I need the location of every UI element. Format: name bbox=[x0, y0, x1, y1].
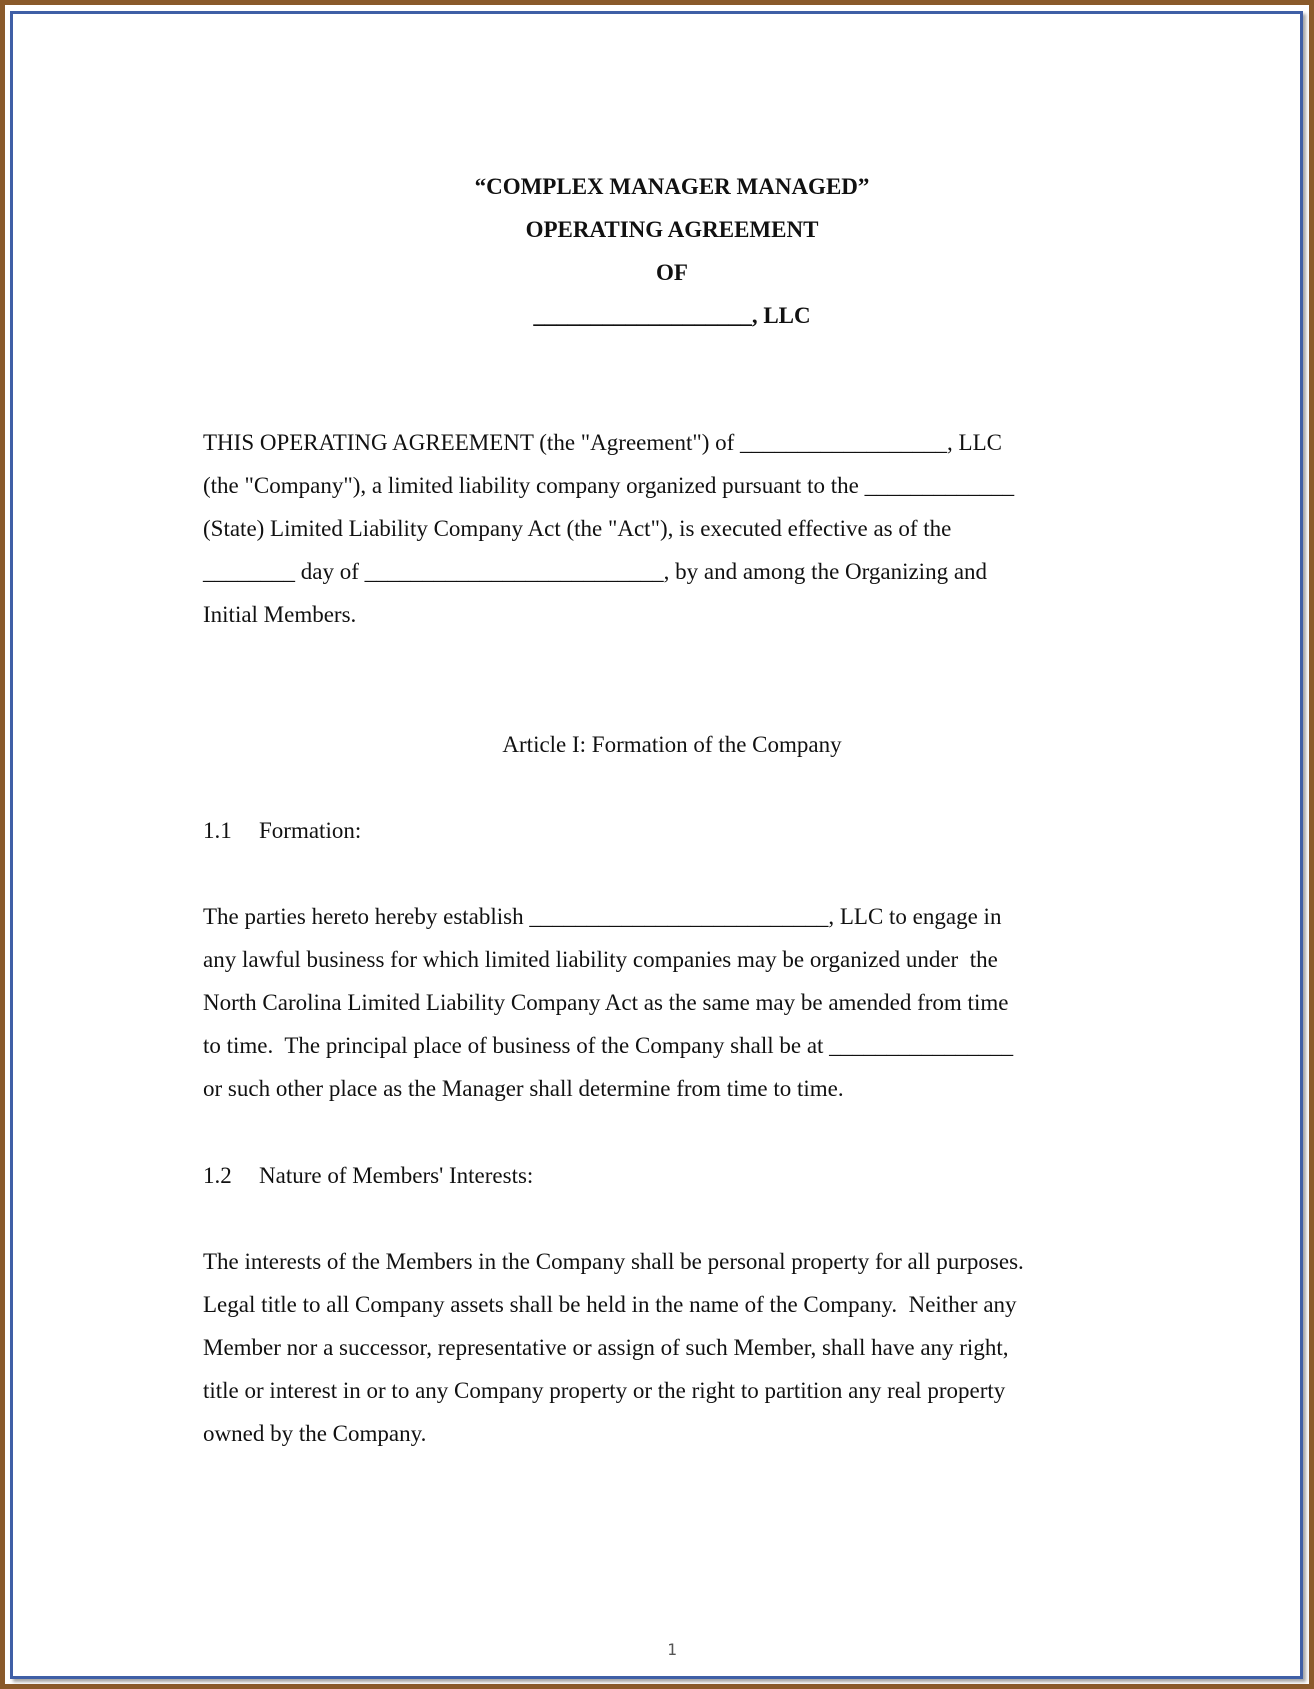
paragraph-line: to time. The principal place of business of the Company shall be at ________________ bbox=[203, 1033, 1014, 1058]
page-number: 1 bbox=[667, 1640, 677, 1659]
intro-line: (the "Company"), a limited liability company organized pursuant to the _____________ bbox=[203, 473, 1015, 498]
paragraph-line: title or interest in or to any Company property or the right to partition any real property bbox=[203, 1378, 1006, 1403]
paragraph-line: owned by the Company. bbox=[203, 1421, 427, 1446]
intro-line: (State) Limited Liability Company Act (the "Act"), is executed effective as of the bbox=[203, 516, 952, 541]
paragraph-line: or such other place as the Manager shall determine from time to time. bbox=[203, 1076, 844, 1101]
intro-line: THIS OPERATING AGREEMENT (the "Agreement") of __________________, LLC bbox=[203, 430, 1002, 455]
intro-paragraph bbox=[203, 421, 1103, 636]
document-title bbox=[0, 165, 1314, 337]
paragraph-line: Member nor a successor, representative or assign of such Member, shall have any right, bbox=[203, 1335, 1009, 1360]
section-title: Formation: bbox=[259, 818, 362, 843]
section-1-1-paragraph bbox=[203, 895, 1103, 1110]
intro-line: Initial Members. bbox=[203, 602, 357, 627]
paragraph-line: North Carolina Limited Liability Company Act as the same may be amended from time bbox=[203, 990, 1009, 1015]
section-1-2-heading bbox=[203, 1154, 533, 1197]
title-line-4: ___________________, LLC bbox=[533, 303, 811, 328]
paragraph-line: any lawful business for which limited liability companies may be organized under the bbox=[203, 947, 998, 972]
title-line-1: “COMPLEX MANAGER MANAGED” bbox=[474, 174, 870, 199]
section-number: 1.2 bbox=[203, 1163, 232, 1188]
title-line-2: OPERATING AGREEMENT bbox=[525, 217, 819, 242]
section-title: Nature of Members' Interests: bbox=[259, 1163, 534, 1188]
paragraph-line: The interests of the Members in the Company shall be personal property for all purposes. bbox=[203, 1249, 1024, 1274]
section-1-2-paragraph bbox=[203, 1240, 1103, 1455]
section-number: 1.1 bbox=[203, 818, 232, 843]
title-line-3: OF bbox=[656, 260, 688, 285]
section-1-1-heading bbox=[203, 809, 361, 852]
article-heading: Article I: Formation of the Company bbox=[502, 732, 842, 757]
paragraph-line: Legal title to all Company assets shall be held in the name of the Company. Neither any bbox=[203, 1292, 1017, 1317]
paragraph-line: The parties hereto hereby establish __________________________, LLC to engage in bbox=[203, 904, 1002, 929]
intro-line: ________ day of __________________________, by and among the Organizing and bbox=[203, 559, 988, 584]
